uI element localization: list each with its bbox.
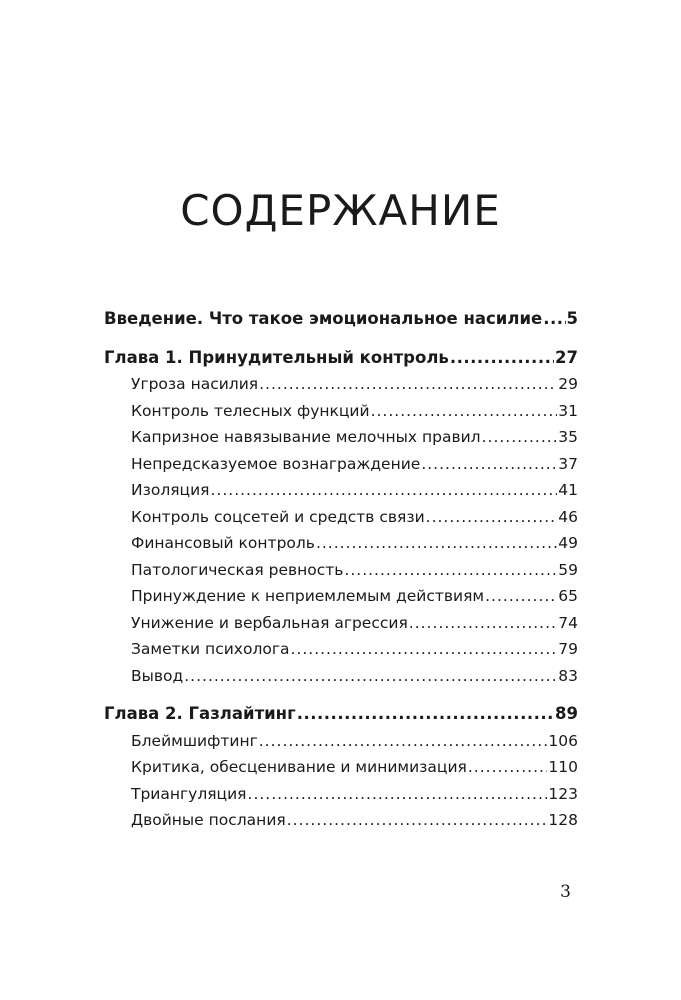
toc-entry-page: 65	[558, 587, 578, 605]
toc-entry-label: Патологическая ревность	[131, 560, 344, 579]
dot-leader	[371, 398, 558, 425]
toc-entry-label: Принуждение к неприемлемым действиям	[131, 587, 485, 605]
dot-leader	[316, 530, 557, 557]
toc-entry-label: Угроза насилия	[131, 375, 259, 393]
toc-entry-page: 59	[558, 560, 578, 579]
toc-entry-page: 29	[558, 375, 578, 393]
toc-entry-page: 110	[548, 758, 578, 776]
toc-entry-page: 35	[558, 428, 578, 446]
toc-gap	[104, 333, 578, 345]
dot-leader	[421, 451, 557, 478]
toc-gap	[104, 689, 578, 701]
toc-subentry	[104, 371, 578, 398]
toc-subentry	[104, 636, 578, 663]
toc-subentry	[104, 398, 578, 425]
toc-entry-page: 49	[558, 534, 578, 552]
dot-leader	[211, 477, 558, 504]
toc-subentry	[104, 557, 578, 584]
toc-entry-page: 79	[558, 640, 578, 658]
toc-entry-label: Вывод	[131, 666, 184, 685]
toc-subentry	[104, 754, 578, 781]
toc-entry-page: 83	[558, 666, 578, 685]
toc-subentry	[104, 583, 578, 610]
toc-entry-label: Триангуляция	[131, 784, 247, 803]
toc-subentry	[104, 477, 578, 504]
toc-subentry	[104, 530, 578, 557]
page-number: 3	[560, 882, 571, 902]
toc-entry-chapter-2	[104, 701, 578, 728]
toc-entry-label: Двойные послания	[131, 811, 286, 829]
toc-entry-chapter-1	[104, 345, 578, 372]
dot-leader	[543, 306, 565, 333]
dot-leader	[482, 424, 558, 451]
toc-entry-page: 106	[548, 731, 578, 750]
toc-entry-label: Блеймшифтинг	[131, 731, 258, 750]
dot-leader	[485, 583, 557, 610]
toc-entry-page: 5	[566, 309, 578, 328]
dot-leader	[287, 807, 548, 834]
dot-leader	[426, 504, 558, 531]
toc-entry-page: 123	[548, 784, 578, 803]
toc-entry-label: Критика, обесценивание и минимизация	[131, 758, 467, 776]
toc-entry-page: 74	[558, 613, 578, 632]
dot-leader	[450, 345, 554, 372]
toc-subentry	[104, 663, 578, 690]
toc-entry-page: 31	[558, 401, 578, 420]
dot-leader	[248, 781, 548, 808]
dot-leader	[259, 371, 557, 398]
table-of-contents	[104, 306, 578, 834]
toc-entry-label: Глава 2. Газлайтинг	[104, 704, 296, 723]
dot-leader	[409, 610, 557, 637]
toc-entry-label: Введение. Что такое эмоциональное насилие	[104, 309, 543, 328]
toc-entry-label: Капризное навязывание мелочных правил	[131, 428, 481, 446]
toc-entry-page: 46	[558, 507, 578, 526]
toc-entry-label: Унижение и вербальная агрессия	[131, 613, 408, 632]
toc-subentry	[104, 728, 578, 755]
toc-entry-page: 128	[548, 811, 578, 829]
toc-entry-page: 41	[558, 481, 578, 499]
toc-entry-label: Глава 1. Принудительный контроль	[104, 347, 449, 367]
toc-entry-label: Контроль телесных функций	[131, 401, 370, 420]
toc-entry-page: 27	[555, 347, 578, 367]
dot-leader	[290, 636, 557, 663]
dot-leader	[184, 663, 557, 690]
toc-subentry	[104, 807, 578, 834]
toc-entry-page: 89	[555, 704, 578, 723]
toc-entry-page: 37	[558, 454, 578, 473]
toc-entry-label: Заметки психолога	[131, 640, 290, 658]
toc-subentry	[104, 424, 578, 451]
toc-subentry	[104, 781, 578, 808]
dot-leader	[468, 754, 548, 781]
toc-subentry	[104, 610, 578, 637]
toc-subentry	[104, 451, 578, 478]
toc-entry-label: Непредсказуемое вознаграждение	[131, 454, 421, 473]
toc-entry-label: Изоляция	[131, 481, 210, 499]
dot-leader	[259, 728, 548, 755]
dot-leader	[297, 701, 554, 728]
toc-subentry	[104, 504, 578, 531]
dot-leader	[344, 557, 557, 584]
toc-entry-label: Контроль соцсетей и средств связи	[131, 507, 425, 526]
toc-entry-label: Финансовый контроль	[131, 534, 315, 552]
toc-entry-introduction	[104, 306, 578, 333]
page-title: СОДЕРЖАНИЕ	[180, 186, 501, 236]
